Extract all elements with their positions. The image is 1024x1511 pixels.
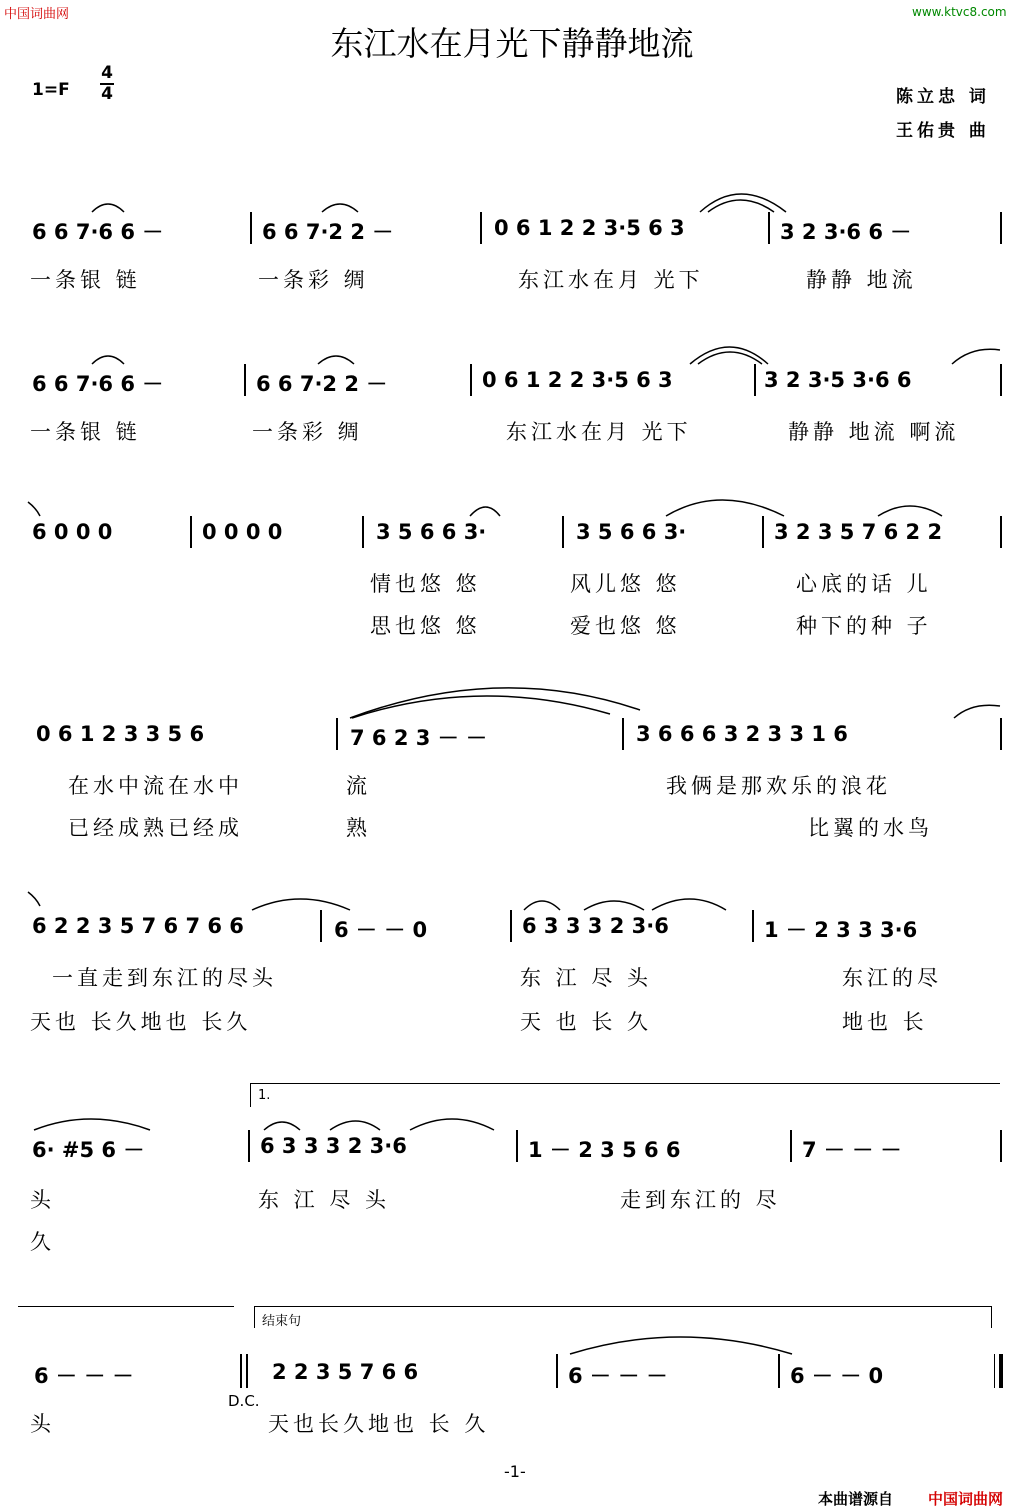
page-number: -1- bbox=[504, 1462, 526, 1481]
lyric-line6-a2: 久 bbox=[30, 1230, 55, 1254]
slur bbox=[470, 507, 500, 516]
lyric-line2-a: 一条银 链 bbox=[30, 420, 141, 444]
slur bbox=[708, 200, 774, 212]
lyric-line4-b1: 流 bbox=[346, 774, 371, 798]
slur bbox=[252, 899, 350, 910]
lyric-line4-b2: 熟 bbox=[346, 816, 371, 840]
lyric-line1-b: 一条彩 绸 bbox=[258, 268, 369, 292]
notes-line6-bar2: 6 3 3 3 2 3·6 bbox=[260, 1134, 407, 1158]
slur bbox=[330, 1121, 380, 1130]
slur bbox=[410, 1119, 494, 1130]
lyric-line4-c1: 我俩是那欢乐的浪花 bbox=[666, 774, 891, 798]
notes-line4-bar3: 3 6 6 6 3 2 3 3 1 6 bbox=[636, 722, 848, 746]
site-watermark-left[interactable]: 中国词曲网 bbox=[4, 7, 70, 22]
lyric-line3-c2: 种下的种 子 bbox=[796, 614, 932, 638]
lyric-line5-b2: 天 也 长 久 bbox=[520, 1010, 653, 1034]
lyric-line5-a2: 天也 长久地也 长久 bbox=[30, 1010, 252, 1034]
lyric-line5-c2: 地也 长 bbox=[842, 1010, 928, 1034]
notes-line2-bar2: 6 6 7·2 2 － bbox=[256, 372, 388, 396]
notes-line3-bar3: 3 5 6 6 3· bbox=[376, 520, 487, 544]
slur bbox=[584, 901, 644, 910]
notes-line5-bar3: 6 3 3 3 2 3·6 bbox=[522, 914, 669, 938]
lyric-line1-a: 一条银 链 bbox=[30, 268, 141, 292]
volta-number: 1. bbox=[258, 1088, 271, 1103]
slur bbox=[264, 1122, 300, 1130]
notes-line4-bar1: 0 6 1 2 3 3 5 6 bbox=[36, 722, 205, 746]
lyric-line6-c1: 走到东江的 尽 bbox=[620, 1188, 781, 1212]
lyric-line1-d: 静静 地流 bbox=[806, 268, 917, 292]
slur bbox=[350, 688, 640, 718]
notes-line3-bar5: 3 2 3 5 7 6 2 2 bbox=[774, 520, 943, 544]
lyric-line3-c1: 心底的话 儿 bbox=[796, 572, 932, 596]
lyric-line2-b: 一条彩 绸 bbox=[252, 420, 363, 444]
notes-line3-bar1: 6 0 0 0 bbox=[32, 520, 113, 544]
notes-line2-bar1: 6 6 7·6 6 － bbox=[32, 372, 164, 396]
lyric-line2-c: 东江水在月 光下 bbox=[506, 420, 692, 444]
coda-label: 结束句 bbox=[262, 1314, 302, 1329]
notes-line7-bar3: 6 － － － bbox=[568, 1364, 668, 1388]
lyric-line2-d: 静静 地流 啊流 bbox=[788, 420, 960, 444]
lyric-line4-c2: 比翼的水鸟 bbox=[808, 816, 933, 840]
slur bbox=[92, 204, 124, 212]
slur bbox=[34, 1119, 150, 1130]
lyric-line3-a2: 思也悠 悠 bbox=[370, 614, 481, 638]
lyric-line4-a2: 已经成熟已经成 bbox=[68, 816, 243, 840]
notes-line1-bar2: 6 6 7·2 2 － bbox=[262, 220, 394, 244]
lyric-line7-b: 天也长久地也 长 久 bbox=[268, 1412, 490, 1436]
lyric-line4-a1: 在水中流在水中 bbox=[68, 774, 243, 798]
notes-line7-bar1: 6 － － － bbox=[34, 1364, 134, 1388]
lyric-line7-a: 头 bbox=[30, 1412, 55, 1436]
site-watermark-right[interactable]: www.ktvc8.com bbox=[912, 5, 1007, 19]
slur bbox=[652, 899, 726, 910]
time-signature-bottom: 4 bbox=[101, 84, 113, 104]
lyric-line3-b2: 爱也悠 悠 bbox=[570, 614, 681, 638]
footer-source-site[interactable]: 中国词曲网 bbox=[928, 1490, 1004, 1508]
slur bbox=[878, 506, 942, 516]
notes-line6-bar3: 1 － 2 3 5 6 6 bbox=[528, 1138, 681, 1162]
lyric-line5-c1: 东江的尽 bbox=[842, 966, 942, 990]
slur bbox=[954, 705, 1000, 718]
notes-line5-bar1: 6 2 2 3 5 7 6 7 6 6 bbox=[32, 914, 244, 938]
notes-line2-bar4: 3 2 3·5 3·6 6 bbox=[764, 368, 912, 392]
time-signature-top: 4 bbox=[101, 63, 113, 83]
slur bbox=[318, 356, 354, 364]
lyric-line1-c: 东江水在月 光下 bbox=[518, 268, 704, 292]
notes-line3-bar4: 3 5 6 6 3· bbox=[576, 520, 687, 544]
slur bbox=[666, 500, 784, 516]
lyric-line6-b1: 东 江 尽 头 bbox=[258, 1188, 391, 1212]
slur bbox=[524, 901, 560, 910]
notes-line5-bar2: 6 － － 0 bbox=[334, 918, 428, 942]
slur bbox=[28, 892, 40, 906]
notes-line5-bar4: 1 － 2 3 3 3·6 bbox=[764, 918, 918, 942]
lyric-line6-a1: 头 bbox=[30, 1188, 55, 1212]
notes-line7-bar2: 2 2 3 5 7 6 6 bbox=[272, 1360, 419, 1384]
notes-line7-bar4: 6 － － 0 bbox=[790, 1364, 884, 1388]
lyric-line5-a1: 一直走到东江的尽头 bbox=[52, 966, 277, 990]
notes-line1-bar3: 0 6 1 2 2 3·5 6 3 bbox=[494, 216, 685, 240]
lyricist-credit: 陈立忠 词 bbox=[896, 87, 990, 107]
slur bbox=[28, 502, 40, 516]
lyric-line5-b1: 东 江 尽 头 bbox=[520, 966, 653, 990]
notes-line1-bar4: 3 2 3·6 6 － bbox=[780, 220, 912, 244]
slur bbox=[952, 349, 1000, 364]
key-signature: 1=F bbox=[32, 80, 70, 100]
lyric-line3-b1: 风儿悠 悠 bbox=[570, 572, 681, 596]
composer-credit: 王佑贵 曲 bbox=[896, 121, 990, 141]
slur bbox=[322, 204, 358, 212]
slur bbox=[570, 1337, 792, 1354]
notes-line1-bar1: 6 6 7·6 6 － bbox=[32, 220, 164, 244]
song-title: 东江水在月光下静静地流 bbox=[330, 24, 694, 63]
notes-line6-bar1: 6· #5 6 － bbox=[32, 1138, 145, 1162]
slur bbox=[92, 356, 124, 364]
slur bbox=[352, 696, 610, 718]
notes-line4-bar2: 7 6 2 3 － － bbox=[350, 726, 488, 750]
da-capo-mark: D.C. bbox=[228, 1392, 260, 1410]
footer-source-label: 本曲谱源自 bbox=[818, 1490, 894, 1508]
notes-line2-bar3: 0 6 1 2 2 3·5 6 3 bbox=[482, 368, 673, 392]
notes-line3-bar2: 0 0 0 0 bbox=[202, 520, 283, 544]
notes-line6-bar4: 7 － － － bbox=[802, 1138, 902, 1162]
lyric-line3-a1: 情也悠 悠 bbox=[370, 572, 481, 596]
